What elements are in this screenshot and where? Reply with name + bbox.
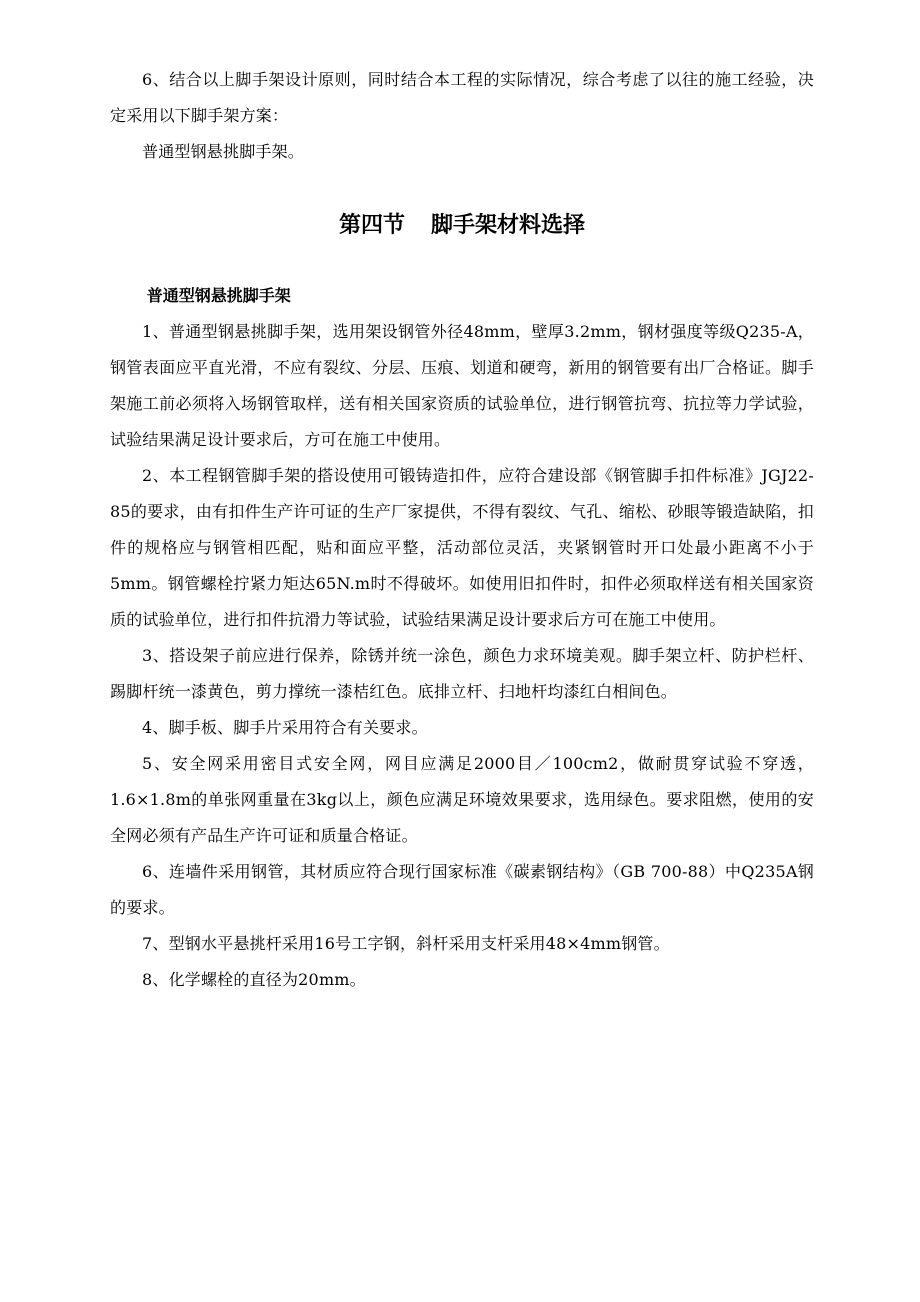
list-item-8: 8、化学螺栓的直径为20mm。: [142, 970, 366, 989]
section-title: 脚手架材料选择: [431, 213, 586, 238]
list-item-1: 1、普通型钢悬挑脚手架，选用架设钢管外径48mm，壁厚3.2mm，钢材强度等级Q235-A，钢管表面应平直光滑，不应有裂纹、分层、压痕、划道和硬弯，新用的钢管要有出厂合格证。脚手架施工前必须将入场钢管取样，送有相关国家资质的试验单位，进行钢管抗弯、抗拉等力学试验，试验结果满足设计要求后，方可在施工中使用。: [110, 322, 814, 449]
intro-paragraph-6: 6、结合以上脚手架设计原则，同时结合本工程的实际情况，综合考虑了以往的施工经验，决定采用以下脚手架方案：: [110, 70, 814, 125]
list-item-6: 6、连墙件采用钢管，其材质应符合现行国家标准《碳素钢结构》（GB 700-88）中Q235A钢的要求。: [110, 862, 814, 917]
list-item-2: 2、本工程钢管脚手架的搭设使用可锻铸造扣件，应符合建设部《钢管脚手扣件标准》JGJ22-85的要求，由有扣件生产许可证的生产厂家提供，不得有裂纹、气孔、缩松、砂眼等锻造缺陷，扣件的规格应与钢管相匹配，贴和面应平整，活动部位灵活，夹紧钢管时开口处最小距离不小于5mm。钢管螺栓拧紧力矩达65N.m时不得破坏。如使用旧扣件时，扣件必须取样送有相关国家资质的试验单位，进行扣件抗滑力等试验，试验结果满足设计要求后方可在施工中使用。: [110, 466, 814, 629]
section-number: 第四节: [338, 213, 405, 238]
list-item-3: 3、搭设架子前应进行保养，除锈并统一涂色，颜色力求环境美观。脚手架立杆、防护栏杆、踢脚杆统一漆黄色，剪力撑统一漆桔红色。底排立杆、扫地杆均漆红白相间色。: [110, 646, 814, 701]
list-item-5: 5、安全网采用密目式安全网，网目应满足2000目／100cm2，做耐贯穿试验不穿透，1.6×1.8m的单张网重量在3kg以上，颜色应满足环境效果要求，选用绿色。要求阻燃，使用的安全网必须有产品生产许可证和质量合格证。: [110, 754, 814, 845]
list-item-7: 7、型钢水平悬挑杆采用16号工字钢，斜杆采用支杆采用48×4mm钢管。: [142, 934, 670, 953]
section-heading: [110, 210, 814, 242]
list-item-4: 4、脚手板、脚手片采用符合有关要求。: [142, 718, 428, 737]
intro-scheme-line: 普通型钢悬挑脚手架。: [142, 142, 305, 161]
document-page: [110, 62, 814, 998]
subheading: 普通型钢悬挑脚手架: [146, 286, 291, 305]
